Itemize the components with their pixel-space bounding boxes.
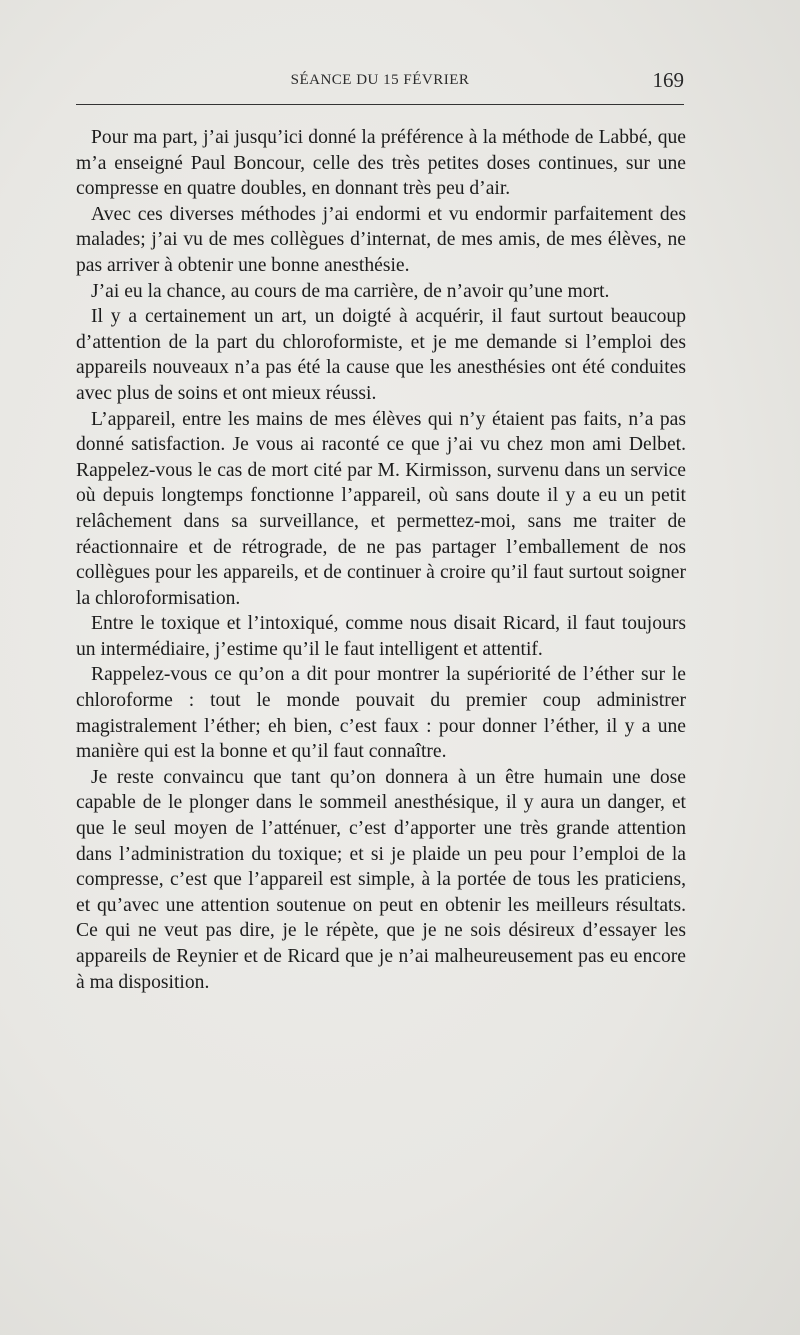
paragraph: Rappelez-vous ce qu’on a dit pour montrer la supériorité de l’éther sur le chloroforme : tout le monde pouvait du premier coup administrer magistralement l’éther; eh bien, c’est faux : pour donner l’éther, il y a une manière qui est la bonne et qu’il faut connaître. [76,664,686,763]
paragraph: Pour ma part, j’ai jusqu’ici donné la préférence à la méthode de Labbé, que m’a enseigné Paul Boncour, celle des très petites doses continues, sur une compresse en quatre doubles, en donnant très peu d’air. [76,127,686,200]
paragraph: Entre le toxique et l’intoxiqué, comme nous disait Ricard, il faut toujours un intermédiaire, j’estime qu’il le faut intelligent et attentif. [76,613,686,660]
paragraph: Je reste convaincu que tant qu’on donnera à un être humain une dose capable de le plonger dans le sommeil anesthésique, il y aura un danger, et que le seul moyen de l’atténuer, c’est d’apporter une très grande attention dans l’administration du toxique; et si je plaide un peu pour l’emploi de la compresse, c’est que l’appareil est simple, à la portée de tous les praticiens, et qu’avec une attention soutenue on peut en obtenir les meilleurs résultats. Ce qui ne veut pas dire, je le répète, que je ne sois désireux d’essayer les appareils de Reynier et de Ricard que je n’ai malheureusement pas eu encore à ma disposition. [76,766,686,993]
body-text [76,125,686,995]
paragraph: J’ai eu la chance, au cours de ma carrière, de n’avoir qu’une mort. [91,280,610,302]
page-number: 169 [652,68,684,92]
running-head: SÉANCE DU 15 FÉVRIER [290,72,470,88]
paragraph: L’appareil, entre les mains de mes élèves qui n’y étaient pas faits, n’a pas donné satisfaction. Je vous ai raconté ce que j’ai vu chez mon ami Delbet. Rappelez-vous le cas de mort cité par M. Kirmisson, survenu dans un service où depuis longtemps fonctionne l’appareil, où sans doute il y a eu un petit relâchement dans sa surveillance, et permettez-moi, sans me traiter de réactionnaire et de rétrograde, de ne pas partager l’emballement de nos collègues pour les appareils, et de continuer à croire qu’il faut surtout soigner la chloroformisation. [76,408,686,609]
header-rule [76,104,684,105]
paragraph: Avec ces diverses méthodes j’ai endormi et vu endormir parfaitement des malades; j’ai vu de mes collègues d’internat, de mes amis, de mes élèves, ne pas arriver à obtenir une bonne anesthésie. [76,203,686,276]
paragraph: Il y a certainement un art, un doigté à acquérir, il faut surtout beaucoup d’attention de la part du chloroformiste, et je me demande si l’emploi des appareils nouveaux n’a pas été la cause que les anesthésies ont été conduites avec plus de soins et ont mieux réussi. [76,306,686,404]
page-header [76,68,684,98]
